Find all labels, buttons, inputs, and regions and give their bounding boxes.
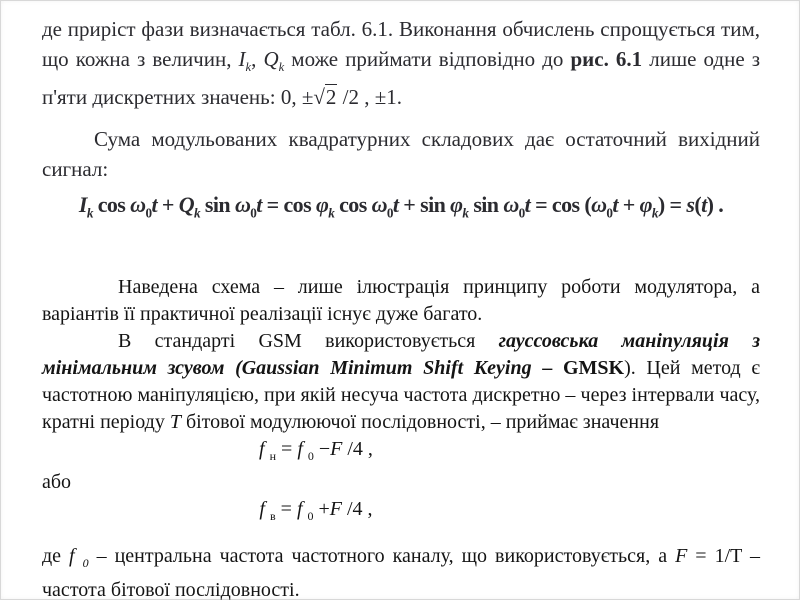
- text-segment: φ: [639, 192, 652, 218]
- text-segment: ,: [251, 47, 264, 71]
- formula-upper-frequency: [42, 496, 590, 529]
- text-segment: в: [269, 508, 276, 523]
- text-segment: ω: [503, 192, 519, 218]
- text-segment: або: [42, 471, 72, 494]
- text-segment: cos: [334, 192, 372, 218]
- text-segment: гауссовська маніпуляція з мінімальним зсувом (Gaussian Minimum Shift Keying: [42, 330, 760, 380]
- text-segment: 2: [325, 85, 337, 110]
- text-segment: t: [256, 192, 262, 218]
- text-segment: –: [531, 357, 563, 380]
- text-segment: /4 ,: [342, 438, 373, 461]
- text-segment: t: [151, 192, 157, 218]
- text-segment: лише одне з п'яти дискретних значень: 0, ±: [42, 47, 761, 110]
- text-segment: I: [238, 47, 246, 71]
- text-segment: ) =: [657, 192, 687, 218]
- text-segment: I: [78, 192, 87, 218]
- text-segment: k: [651, 205, 658, 221]
- text-segment: F: [329, 498, 342, 521]
- text-segment: GMSK: [562, 357, 625, 380]
- text-segment: k: [278, 60, 285, 75]
- text-segment: =: [275, 498, 297, 521]
- text-segment: t: [524, 192, 531, 218]
- text-segment: – центральна частота частотного каналу, що використовується, а: [88, 544, 676, 567]
- text-segment: f: [297, 438, 308, 461]
- text-segment: рис. 6.1: [570, 47, 643, 71]
- text-segment: 0: [386, 205, 393, 221]
- text-segment: 0: [82, 555, 89, 570]
- text-segment: + sin: [398, 192, 451, 218]
- text-segment: f: [69, 544, 83, 567]
- paragraph-gsm-gmsk: [42, 328, 760, 436]
- text-segment: f: [259, 438, 270, 461]
- text-segment: +: [313, 498, 330, 521]
- paragraph-scheme-illustration: [42, 274, 760, 328]
- text-segment: Q: [178, 192, 195, 218]
- word-or: [42, 469, 760, 496]
- text-segment: ) .: [706, 192, 724, 218]
- text-segment: Наведена схема – лише ілюстрація принципу роботи модулятора, а варіантів її практичної реалізації існує дуже багато.: [42, 276, 760, 326]
- text-segment: /2 , ±1.: [337, 85, 402, 110]
- text-segment: В стандарті GSM використовується: [118, 330, 499, 353]
- text-segment: = cos: [261, 192, 316, 218]
- text-segment: ). Цей метод є частотною маніпуляцією, при якій несуча частота дискретно – через інтервали часу, кратні періоду: [42, 357, 760, 434]
- text-segment: t: [612, 192, 618, 218]
- text-segment: k: [462, 205, 469, 221]
- text-segment: 0: [307, 508, 314, 523]
- text-segment: T: [169, 411, 181, 434]
- text-segment: √: [313, 85, 325, 110]
- text-segment: (: [694, 192, 702, 218]
- text-segment: +: [156, 192, 179, 218]
- paragraph-f0-definition: [42, 543, 760, 600]
- text-segment: ω: [591, 192, 607, 218]
- text-segment: ω: [130, 192, 146, 218]
- text-segment: F: [330, 438, 343, 461]
- text-segment: 0: [518, 205, 525, 221]
- text-segment: 0: [307, 449, 314, 464]
- text-segment: s: [686, 192, 695, 218]
- text-segment: φ: [315, 192, 329, 218]
- text-segment: Сума модульованих квадратурних складових дає остаточний вихідний сигнал:: [42, 127, 760, 182]
- text-segment: +: [617, 192, 640, 218]
- text-segment: 0: [250, 205, 257, 221]
- text-segment: sin: [468, 192, 504, 218]
- text-segment: k: [86, 205, 93, 221]
- text-segment: = cos (: [530, 192, 592, 218]
- text-segment: φ: [450, 192, 463, 218]
- text-segment: k: [245, 60, 252, 75]
- text-segment: бітової модулюючої послідовності, – приймає значення: [180, 411, 660, 434]
- text-segment: н: [269, 449, 277, 464]
- text-segment: /4 ,: [342, 498, 373, 521]
- text-segment: k: [194, 205, 201, 221]
- paragraph-quadrature-sum-intro: [42, 124, 760, 184]
- text-segment: Q: [263, 47, 279, 71]
- text-segment: 0: [606, 205, 613, 221]
- paragraph-phase-increment: [42, 14, 760, 112]
- formula-output-signal: [42, 190, 760, 228]
- text-segment: може приймати відповідно до: [284, 47, 571, 71]
- text-segment: 0: [145, 205, 152, 221]
- text-segment: f: [296, 498, 308, 521]
- text-segment: F: [675, 544, 688, 567]
- text-segment: −: [313, 438, 331, 461]
- text-segment: де приріст фази визначається табл. 6.1. Виконання обчислень спрощується тим, що кожна з величин,: [42, 17, 760, 71]
- text-segment: k: [328, 205, 335, 221]
- text-segment: f: [259, 498, 270, 521]
- text-segment: ω: [371, 192, 387, 218]
- text-segment: =: [276, 438, 298, 461]
- formula-lower-frequency: [42, 436, 590, 469]
- text-segment: cos: [92, 192, 131, 218]
- text-segment: = 1/T – частота бітової послідовності.: [42, 544, 760, 600]
- text-segment: sin: [200, 192, 235, 218]
- text-segment: t: [392, 192, 399, 218]
- text-segment: ω: [234, 192, 251, 218]
- text-segment: t: [701, 192, 707, 218]
- text-segment: де: [42, 544, 70, 567]
